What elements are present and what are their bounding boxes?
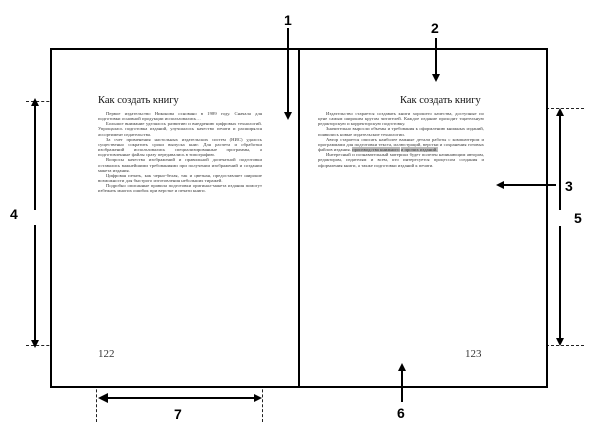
- right-paragraph: Издательство старается создавать книги хорошего качества, доступные по цене самым широким кругам читателей. Каждое издание проходит тщательную редакторскую и корректорскую подготовку.: [318, 111, 484, 127]
- left-page-number: 122: [98, 348, 115, 360]
- arrow-7-left-head: [98, 393, 108, 403]
- highlighted-text: производства книжного: [352, 147, 400, 153]
- right-paragraph: Значительно выросли объемы и требования к оформлению книжных изданий, появились новые издательские технологии.: [318, 126, 484, 137]
- left-paragraph: Вопросы качества изображений и правильной допечатной подготовки оставались важнейшими требованиями при получении изображений и создании макета издания.: [98, 157, 262, 173]
- callout-3: 3: [565, 178, 573, 194]
- callout-5: 5: [574, 210, 582, 226]
- callout-6: 6: [397, 405, 405, 421]
- left-paragraph: Большое внимание уделялось развитию и внедрению цифровых технологий. Упрощалась подготовка изданий, улучшалось качество печати и расширялся ассортимент издательства.: [98, 121, 262, 137]
- callout-4: 4: [10, 206, 18, 222]
- right-paragraph-text: Автор старается описать наиболее важные детали работы с компьютером и программами для подготовки текста, иллюстраций, верстки и сохранения готовых файлов издания.: [318, 136, 484, 153]
- callout-7: 7: [174, 406, 182, 422]
- right-paragraph: Интересный и познавательный материал будет полезен начинающим авторам, редакторам, издателям и всем, кто интересуется процессом создания и оформления книги, а также подготовки изданий к печати.: [318, 152, 484, 168]
- right-page-number: 123: [465, 348, 482, 360]
- left-paragraph: За счет применения настольных издательских систем (НИС) удалось существенно сократить сроки выпуска книг. Для расчета и обработки изображений использовались специализированные программы, а подготовленные файлы сразу передавались в типографию.: [98, 136, 262, 158]
- left-paragraph: Цифровая печать, как черно-белая, так и цветная, предоставляет широкие возможности для быстрого изготовления небольших тиражей.: [98, 172, 262, 184]
- right-running-head: Как создать книгу: [400, 95, 481, 106]
- left-running-head: Как создать книгу: [98, 95, 179, 106]
- callout-2: 2: [431, 20, 439, 36]
- left-paragraph: Подробно описанные правила подготовки оригинал-макета издания помогут избежать многих ошибок при верстке и печати книги.: [98, 183, 262, 194]
- highlighted-text-end: и прочих изданий.: [400, 147, 438, 153]
- callout-1: 1: [284, 12, 292, 28]
- left-paragraph: Первое издательство Никонова основано в 1989 году. Сначала для подготовки основной продукции использовались…: [98, 111, 262, 122]
